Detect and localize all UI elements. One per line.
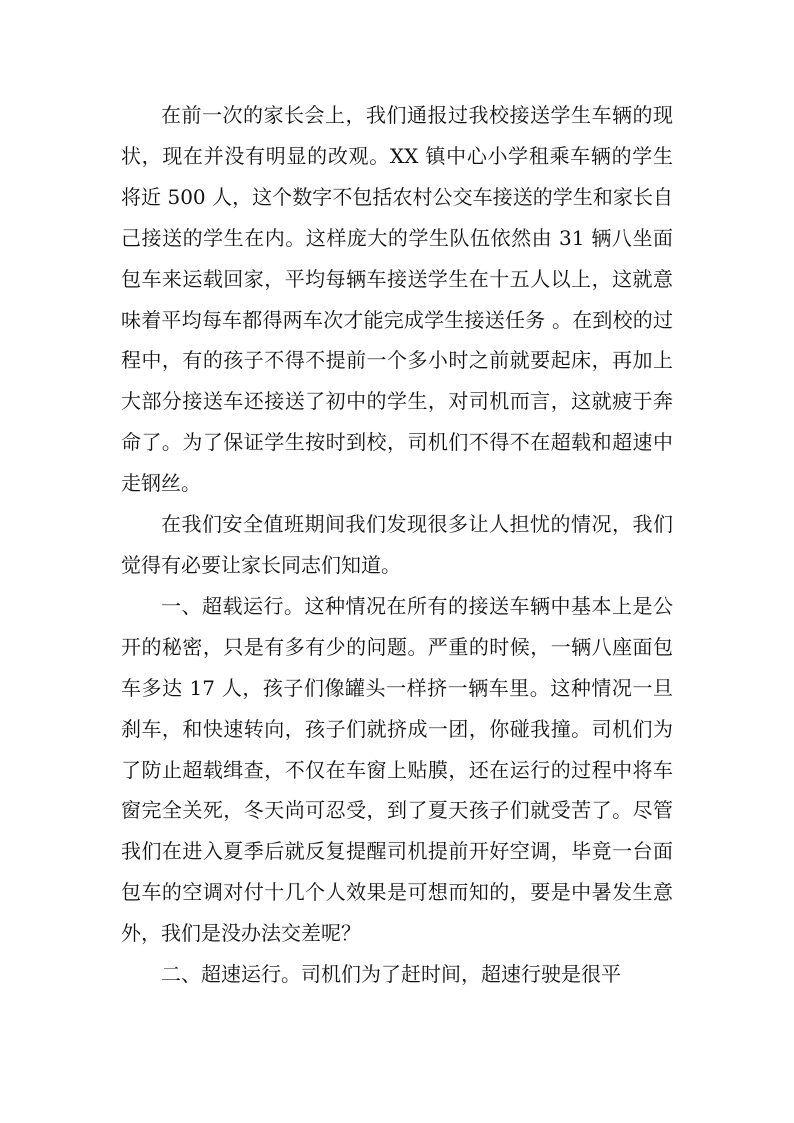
- document-body: [121, 95, 673, 995]
- paragraph-1: 在前一次的家长会上，我们通报过我校接送学生车辆的现状，现在并没有明显的改观。XX 镇中心小学租乘车辆的学生将近 500 人，这个数字不包括农村公交车接送的学生和家长自己接送的学生在内。这样庞大的学生队伍依然由 31 辆八坐面包车来运载回家，平均每辆车接送学生在十五人以上，这就意味着平均每车都得两车次才能完成学生接送任务 。在到校的过程中，有的孩子不得不提前一个多小时之前就要起床，再加上大部分接送车还接送了初中的学生，对司机而言，这就疲于奔命了。为了保证学生按时到校，司机们不得不在超载和超速中走钢丝。: [121, 103, 673, 496]
- paragraph-4: 二、超速运行。司机们为了赶时间，超速行驶是很平: [161, 962, 621, 987]
- paragraph-3: 一、超载运行。这种情况在所有的接送车辆中基本上是公开的秘密，只是有多有少的问题。严重的时候，一辆八座面包车多达 17 人，孩子们像罐头一样挤一辆车里。这种情况一旦刹车，和快速转向，孩子们就挤成一团，你碰我撞。司机们为了防止超载缉查，不仅在车窗上贴膜，还在运行的过程中将车窗完全关死，冬天尚可忍受，到了夏天孩子们就受苦了。尽管我们在进入夏季后就反复提醒司机提前开好空调，毕竟一台面包车的空调对付十几个人效果是可想而知的，要是中暑发生意外，我们是没办法交差呢？: [121, 593, 673, 946]
- paragraph-2: 在我们安全值班期间我们发现很多让人担忧的情况，我们觉得有必要让家长同志们知道。: [121, 512, 673, 577]
